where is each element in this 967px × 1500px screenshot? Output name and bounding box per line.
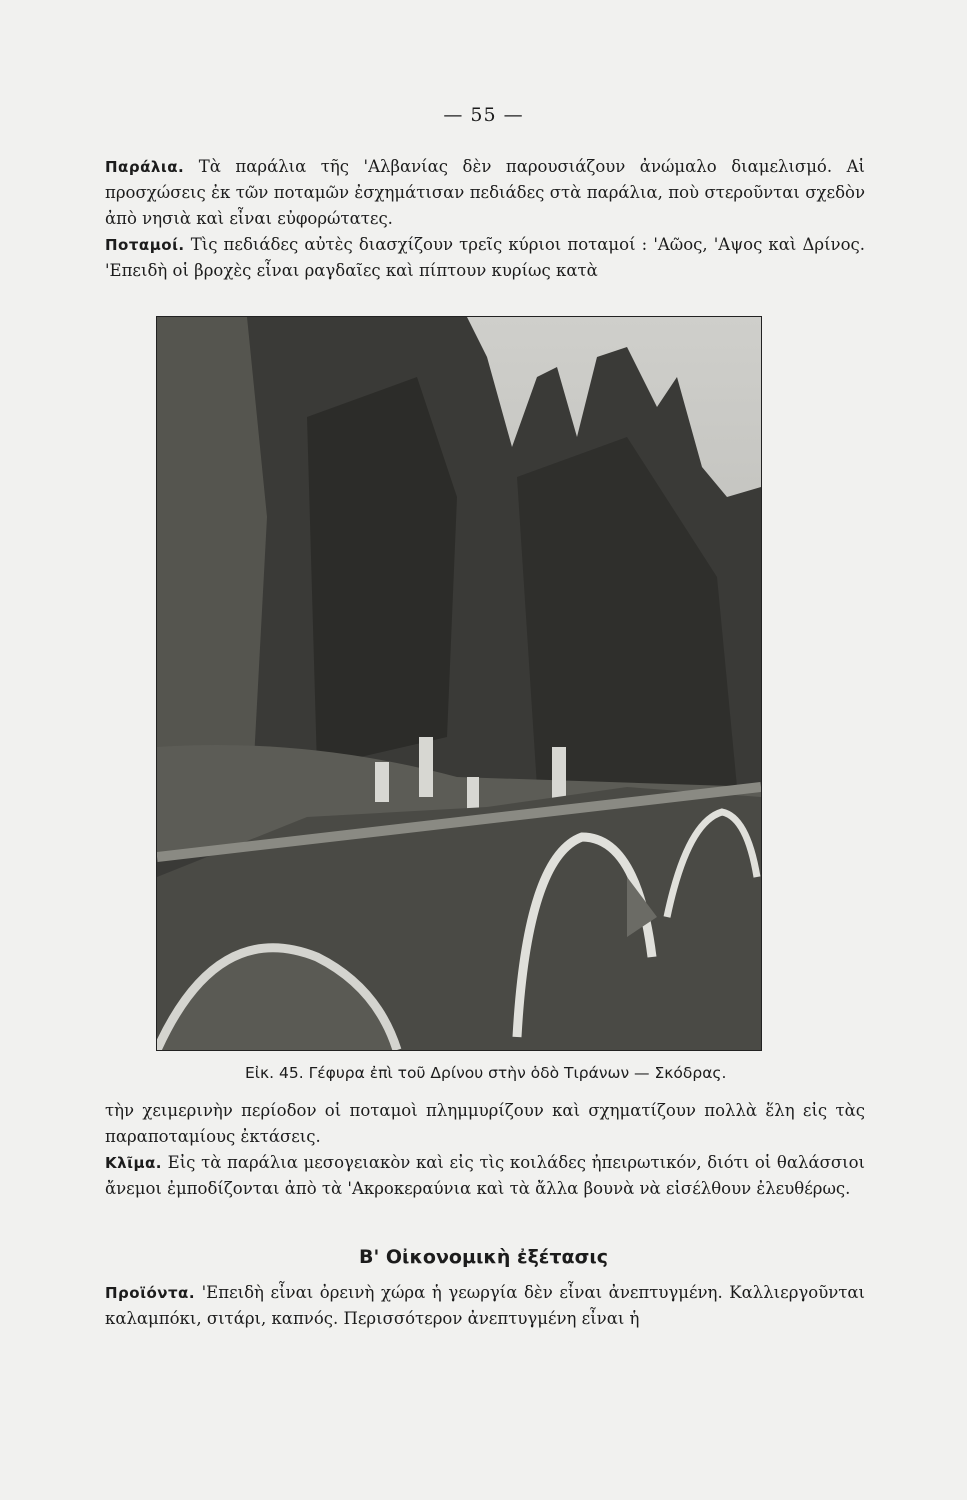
products-text-block bbox=[105, 1280, 865, 1332]
top-text-block bbox=[105, 154, 865, 284]
text-rivers-continued: τὴν χειμερινὴν περίοδον οἱ ποταμοὶ πλημμυρίζουν καὶ σχηματίζουν πολλὰ ἕλη εἰς τὰς παραποταμίους ἐκτάσεις. bbox=[105, 1101, 865, 1146]
text-climate: Εἰς τὰ παράλια μεσογειακὸν καὶ εἰς τὶς κοιλάδες ἠπειρωτικόν, διότι οἱ θαλάσσιοι ἄνεμοι ἐμποδίζονται ἀπὸ τὰ 'Ακροκεραύνια καὶ τὰ ἄλλα βουνὰ νὰ εἰσέλθουν ἐλευθέρως. bbox=[105, 1153, 865, 1198]
figure-caption: Εἰκ. 45. Γέφυρα ἐπὶ τοῦ Δρίνου στὴν ὁδὸ Τιράνων — Σκόδρας. bbox=[245, 1064, 727, 1082]
text-coast: Τὰ παράλια τῆς 'Αλβανίας δὲν παρουσιάζουν ἀνώμαλο διαμελισμό. Αἱ προσχώσεις ἐκ τῶν ποταμῶν ἐσχημάτισαν πεδιάδες στὰ παράλια, ποὺ στεροῦνται σχεδὸν ἀπὸ νησιὰ καὶ εἶναι εὐφορώτατες. bbox=[105, 157, 865, 228]
section-heading: Β' Οἰκονομικὴ ἐξέτασις bbox=[358, 1246, 609, 1268]
heading-coast: Παράλια. bbox=[105, 158, 185, 176]
heading-climate: Κλῖμα. bbox=[105, 1154, 163, 1172]
text-rivers: Τὶς πεδιάδες αὐτὲς διασχίζουν τρεῖς κύριοι ποταμοί : 'Αῶος, 'Αψος καὶ Δρίνος. 'Επειδὴ οἱ βροχὲς εἶναι ραγδαῖες καὶ πίπτουν κυρίως κατὰ bbox=[105, 235, 865, 280]
heading-products: Προϊόντα. bbox=[105, 1284, 196, 1302]
paragraph-rivers-continued bbox=[105, 1098, 865, 1150]
paragraph-rivers bbox=[105, 232, 865, 284]
heading-rivers: Ποταμοί. bbox=[105, 236, 185, 254]
paragraph-climate bbox=[105, 1150, 865, 1202]
bridge-photograph bbox=[156, 316, 762, 1051]
text-products: 'Επειδὴ εἶναι ὀρεινὴ χώρα ἡ γεωργία δὲν εἶναι ἀνεπτυγμένη. Καλλιεργοῦνται καλαμπόκι, σιτάρι, καπνός. Περισσότερον ἀνεπτυγμένη εἶναι ἡ bbox=[105, 1283, 865, 1328]
paragraph-products bbox=[105, 1280, 865, 1332]
bottom-text-block bbox=[105, 1098, 865, 1202]
paragraph-coast bbox=[105, 154, 865, 232]
page-number: — 55 — bbox=[443, 104, 524, 126]
